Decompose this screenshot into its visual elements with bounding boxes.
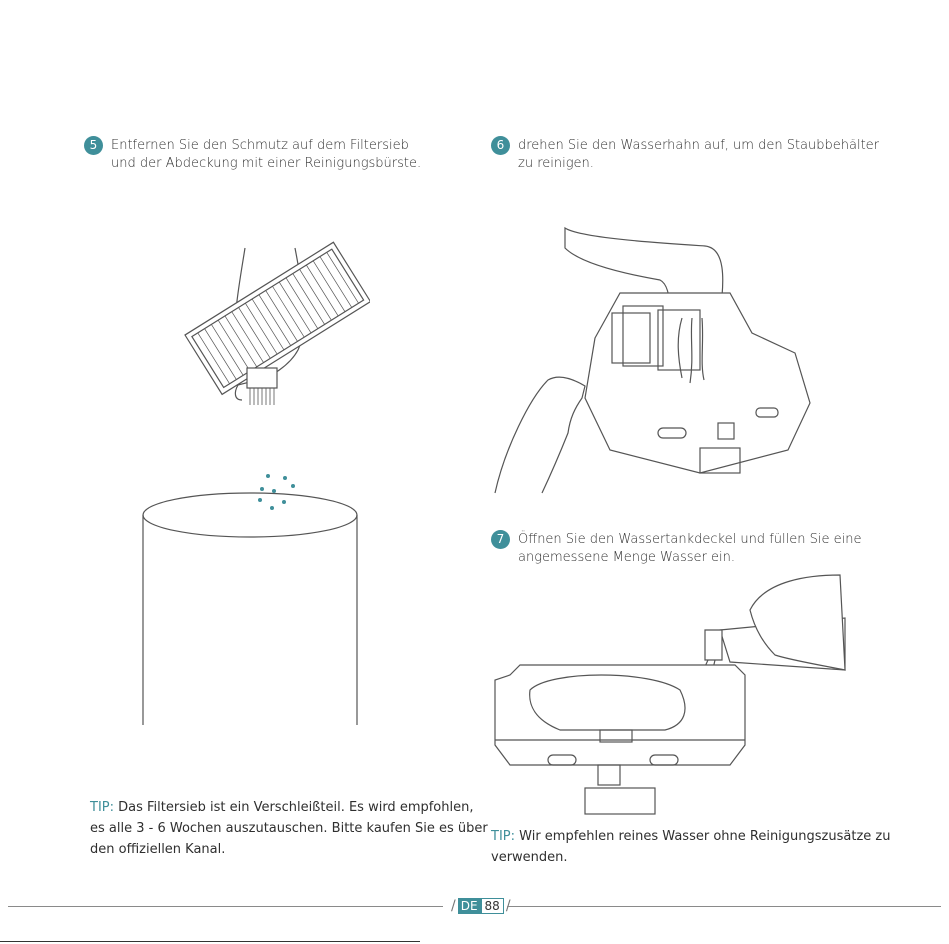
bottom-edge-rule <box>0 941 420 942</box>
filter-brush-illustration <box>130 240 370 735</box>
step-text-line: Öffnen Sie den Wassertankdeckel und füllen Sie eine <box>518 532 862 547</box>
language-badge: DE <box>458 898 481 914</box>
step-text-line: drehen Sie den Wasserhahn auf, um den Staubbehälter <box>518 138 880 153</box>
step-7 <box>491 531 861 567</box>
step-6 <box>491 137 879 173</box>
tip-text: Das Filtersieb ist ein Verschleißteil. Es wird empfohlen, <box>114 800 474 815</box>
tip-right <box>491 826 890 868</box>
tip-line <box>90 797 488 818</box>
footer-rule-left <box>8 906 443 907</box>
tip-line: es alle 3 - 6 Wochen auszutauschen. Bitte kaufen Sie es über <box>90 821 488 836</box>
step-instruction <box>518 531 861 567</box>
page-number-mark <box>449 897 513 915</box>
step-text-line: zu reinigen. <box>518 156 594 171</box>
slash-divider: / <box>451 898 456 914</box>
step-text-line: angemessene Menge Wasser ein. <box>518 550 735 565</box>
tip-left <box>90 797 488 860</box>
tip-label: TIP: <box>491 829 515 844</box>
tip-line: den offiziellen Kanal. <box>90 842 226 857</box>
step-text-line: und der Abdeckung mit einer Reinigungsbürste. <box>111 156 422 171</box>
footer-rule-right <box>507 906 941 907</box>
step-number-badge: 5 <box>84 136 103 155</box>
tip-line: verwenden. <box>491 850 568 865</box>
step-number-badge: 6 <box>491 136 510 155</box>
step-instruction <box>111 137 421 173</box>
tip-line <box>491 826 890 847</box>
step-text-line: Entfernen Sie den Schmutz auf dem Filtersieb <box>111 138 409 153</box>
faucet-rinse-illustration <box>490 218 820 513</box>
fill-water-illustration <box>490 570 850 820</box>
step-number-badge: 7 <box>491 530 510 549</box>
step-5 <box>84 137 421 173</box>
step-instruction <box>518 137 879 173</box>
page-number: 88 <box>481 898 504 914</box>
tip-label: TIP: <box>90 800 114 815</box>
tip-text: Wir empfehlen reines Wasser ohne Reinigungszusätze zu <box>515 829 891 844</box>
